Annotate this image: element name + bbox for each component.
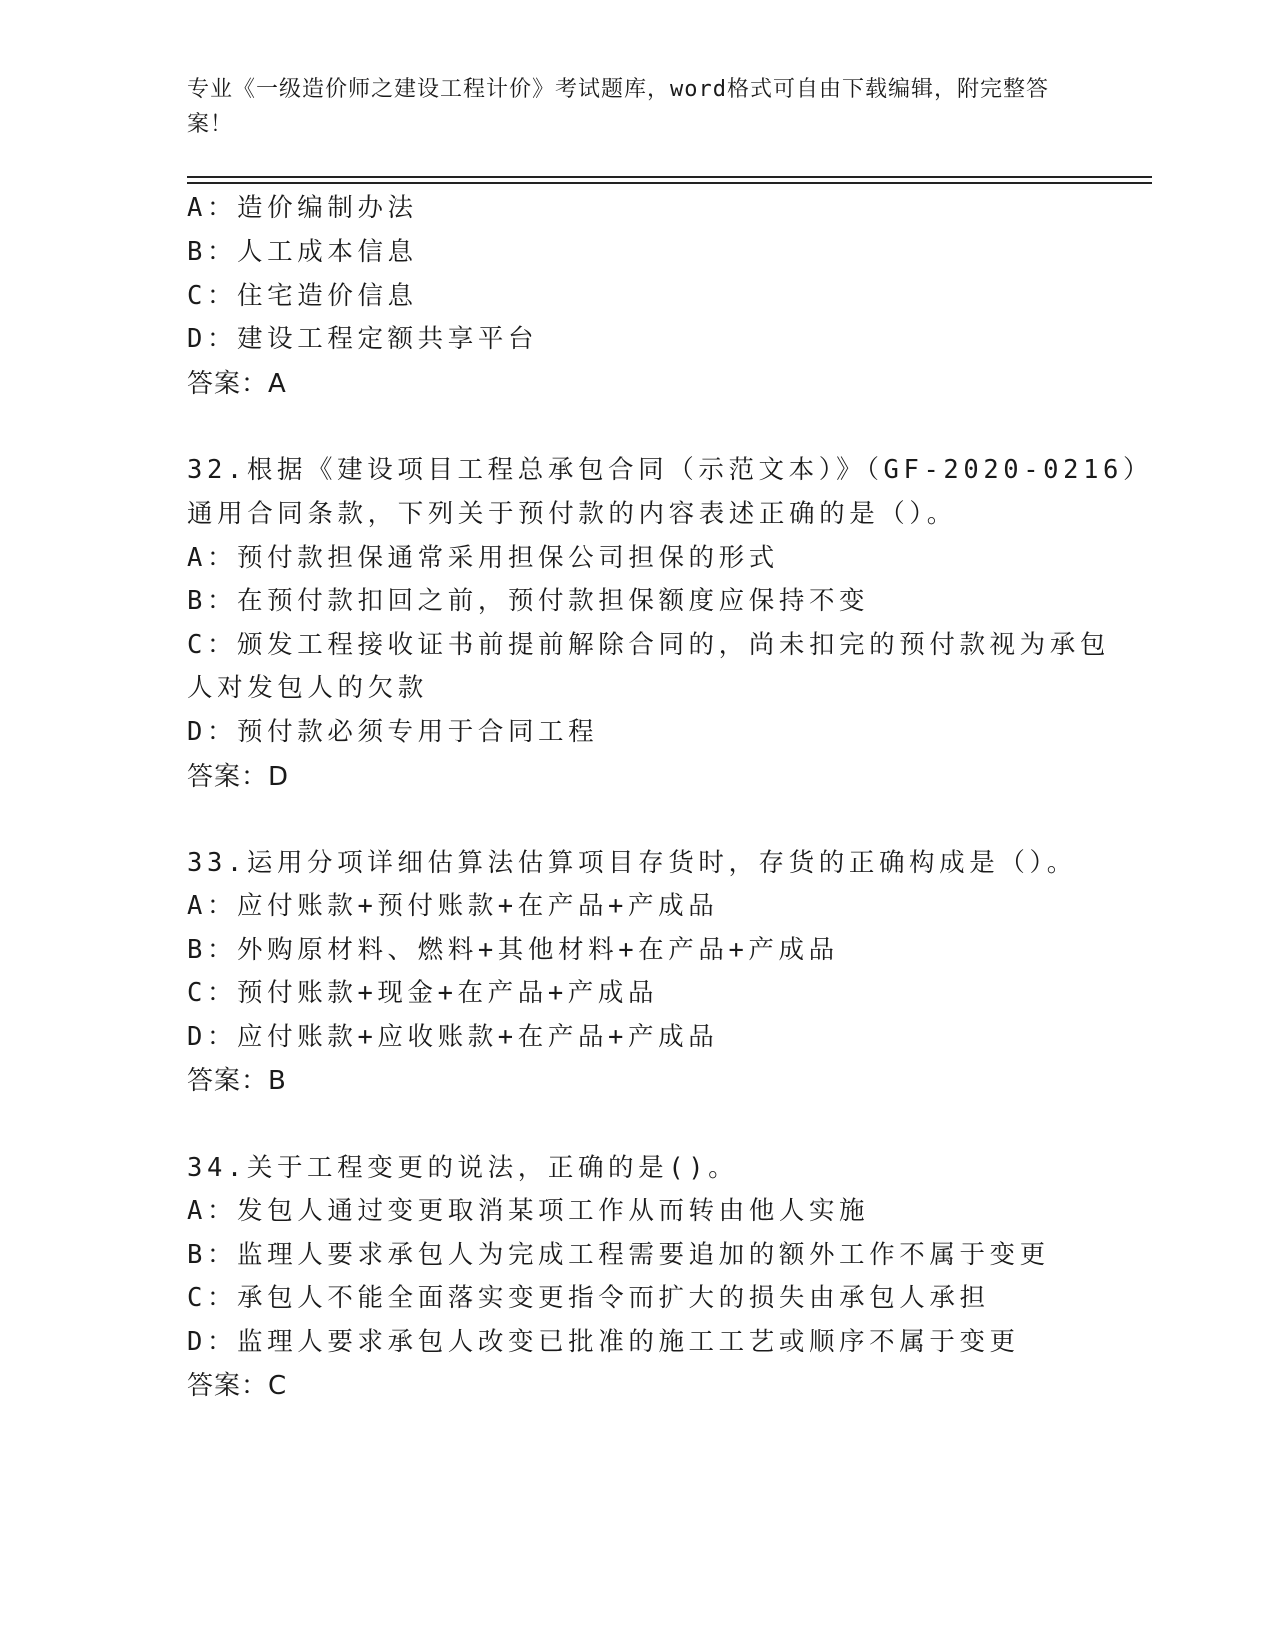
- q32-option-b: B：在预付款扣回之前，预付款担保额度应保持不变: [187, 586, 870, 616]
- q31-option-b: B：人工成本信息: [187, 237, 418, 267]
- header-divider-bottom: [187, 182, 1152, 184]
- header-divider-top: [187, 176, 1152, 178]
- q34-answer: 答案：C: [187, 1371, 288, 1401]
- q32-answer: 答案：D: [187, 762, 290, 792]
- q34-option-a: A：发包人通过变更取消某项工作从而转由他人实施: [187, 1196, 870, 1226]
- q34-option-b: B：监理人要求承包人为完成工程需要追加的额外工作不属于变更: [187, 1240, 1050, 1270]
- q32-option-c: C：颁发工程接收证书前提前解除合同的，尚未扣完的预付款视为承包: [187, 630, 1110, 660]
- q34-option-d: D：监理人要求承包人改变已批准的施工工艺或顺序不属于变更: [187, 1327, 1020, 1357]
- q32-stem-line-1: 32.根据《建设项目工程总承包合同（示范文本）》（GF-2020-0216）: [187, 455, 1154, 485]
- q31-option-c: C：住宅造价信息: [187, 281, 418, 311]
- q32-stem-line-2: 通用合同条款，下列关于预付款的内容表述正确的是（）。: [187, 499, 957, 529]
- q33-option-a: A：应付账款+预付账款+在产品+产成品: [187, 891, 719, 921]
- q34-stem: 34.关于工程变更的说法，正确的是()。: [187, 1153, 739, 1183]
- q32-option-c-continued: 人对发包人的欠款: [187, 673, 428, 703]
- q31-answer: 答案：A: [187, 369, 287, 399]
- q31-option-d: D：建设工程定额共享平台: [187, 324, 539, 354]
- q33-stem: 33.运用分项详细估算法估算项目存货时，存货的正确构成是（）。: [187, 848, 1077, 878]
- q33-option-d: D：应付账款+应收账款+在产品+产成品: [187, 1022, 719, 1052]
- q31-option-a: A：造价编制办法: [187, 193, 418, 223]
- q34-option-c: C：承包人不能全面落实变更指令而扩大的损失由承包人承担: [187, 1283, 990, 1313]
- q33-answer: 答案：B: [187, 1066, 287, 1096]
- q33-option-b: B：外购原材料、燃料+其他材料+在产品+产成品: [187, 935, 839, 965]
- document-header: 专业《一级造价师之建设工程计价》考试题库，word格式可自由下载编辑，附完整答案！: [187, 77, 1049, 137]
- q32-option-a: A：预付款担保通常采用担保公司担保的形式: [187, 543, 779, 573]
- q33-option-c: C：预付账款+现金+在产品+产成品: [187, 978, 659, 1008]
- q32-option-d: D：预付款必须专用于合同工程: [187, 717, 599, 747]
